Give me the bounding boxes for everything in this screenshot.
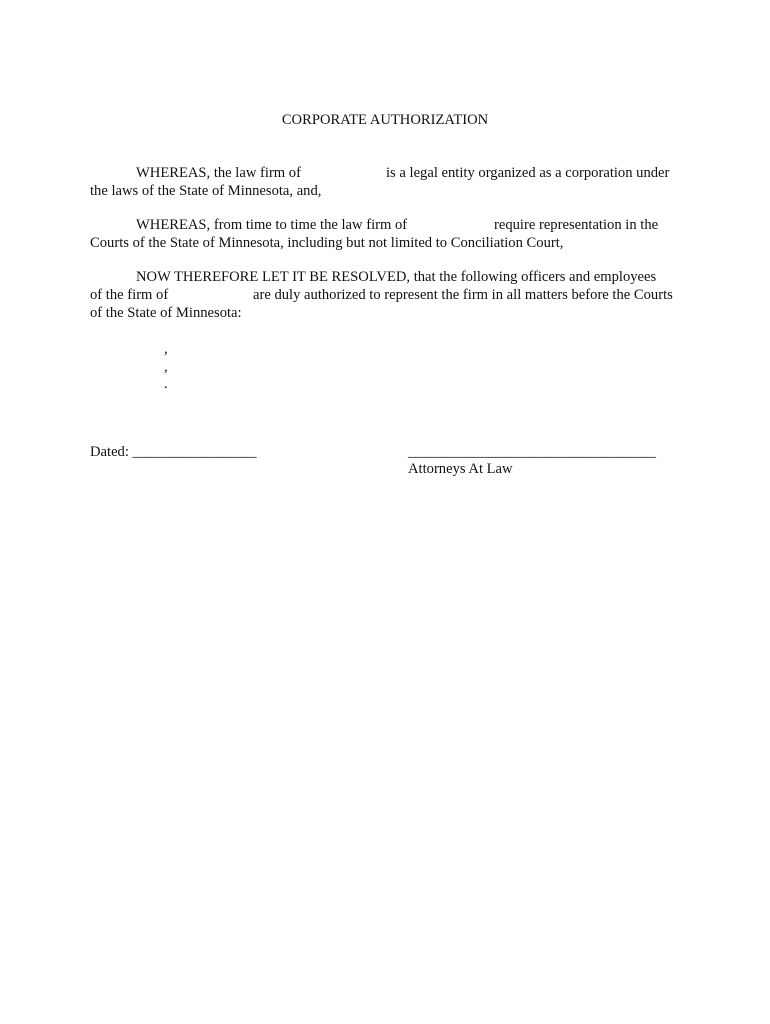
- paragraph1-line1-start: WHEREAS, the law firm of: [136, 165, 301, 181]
- authorized-list-item: ,: [164, 341, 168, 357]
- dated-field: Dated: _________________: [90, 444, 257, 460]
- authorized-list-item: ,: [164, 359, 168, 375]
- paragraph3-line2-end: are duly authorized to represent the firm in all matters before the Courts: [253, 287, 673, 303]
- paragraph3-line1: NOW THEREFORE LET IT BE RESOLVED, that the following officers and employees: [136, 269, 657, 285]
- signature-line: __________________________________: [408, 444, 657, 460]
- signer-label: Attorneys At Law: [408, 461, 513, 477]
- paragraph3-line3: of the State of Minnesota:: [90, 305, 242, 321]
- paragraph2-line1-start: WHEREAS, from time to time the law firm of: [136, 217, 408, 233]
- authorized-list-item: .: [164, 376, 168, 392]
- document-title: CORPORATE AUTHORIZATION: [281, 112, 489, 128]
- paragraph2-line2: Courts of the State of Minnesota, including but not limited to Conciliation Court,: [90, 235, 564, 251]
- paragraph2-line1-end: require representation in the: [494, 217, 659, 233]
- paragraph1-line1-end: is a legal entity organized as a corporation under: [386, 165, 670, 181]
- paragraph3-line2-start: of the firm of: [90, 287, 169, 303]
- paragraph1-line2: the laws of the State of Minnesota, and,: [90, 183, 322, 199]
